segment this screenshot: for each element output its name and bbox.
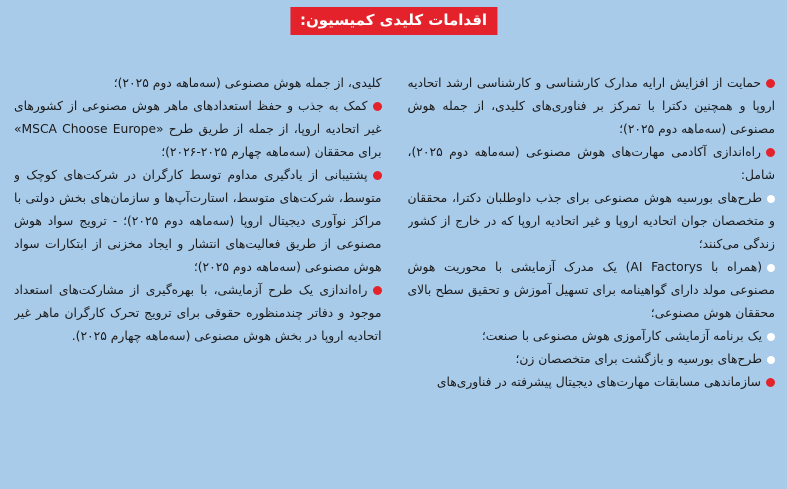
list-item bbox=[14, 279, 382, 348]
list-item-text: کمک به جذب و حفظ استعدادهای ماهر هوش مصنوعی از کشورهای غیر اتحادیه اروپا، از جمله از طریق طرح «MSCA Choose Europe» برای محققان (سه‌ماهه چهارم ۲۰۲۵-۲۰۲۶)؛ bbox=[14, 99, 382, 159]
red-bullet-icon bbox=[373, 286, 382, 295]
sub-list-item-text: یک برنامه آزمایشی کارآموزی هوش مصنوعی با صنعت؛ bbox=[481, 329, 762, 343]
sub-list-item-text: (همراه با AI Factorys) یک مدرک آزمایشی با محوریت هوش مصنوعی مولد دارای گواهینامه برای تسهیل آموزش و تحقیق سطح بالای محققان هوش مصنوعی؛ bbox=[407, 260, 775, 320]
red-bullet-icon bbox=[373, 171, 382, 180]
list-item-continuation bbox=[14, 72, 382, 95]
sub-list-item bbox=[408, 256, 776, 325]
list-item bbox=[14, 164, 382, 279]
sub-list-item bbox=[408, 187, 776, 256]
sub-list-item-text: طرح‌های بورسیه و بازگشت برای متخصصان زن؛ bbox=[515, 352, 762, 366]
list-item bbox=[408, 141, 776, 187]
list-item-text: پشتیبانی از یادگیری مداوم توسط کارگران در شرکت‌های کوچک و متوسط، شرکت‌های متوسط، استارت‌آپ‌ها و سازمان‌های بخش دولتی با مراکز نوآوری دیجیتال اروپا (سه‌ماهه دوم ۲۰۲۵)؛ - ترویج سواد هوش مصنوعی از طریق فعالیت‌های انتشار و ایجاد مخزنی از ابتکارات سواد هوش مصنوعی (سه‌ماهه دوم ۲۰۲۵)؛ bbox=[14, 168, 382, 274]
red-bullet-icon bbox=[373, 102, 382, 111]
red-bullet-icon bbox=[766, 79, 775, 88]
right-column bbox=[408, 72, 776, 489]
red-bullet-icon bbox=[766, 378, 775, 387]
sub-list-item-text: طرح‌های بورسیه هوش مصنوعی برای جذب داوطلبان دکترا، محققان و متخصصان جوان اتحادیه اروپا و غیر اتحادیه اروپا که در خارج از کشور زندگی می‌کنند؛ bbox=[407, 191, 775, 251]
list-item-text: راه‌اندازی یک طرح آزمایشی، با بهره‌گیری از مشارکت‌های استعداد موجود و دفاتر چندمنظوره حقوقی برای ترویج تحرک کارگران ماهر غیر اتحادیه اروپا در بخش هوش مصنوعی (سه‌ماهه چهارم ۲۰۲۵). bbox=[14, 283, 382, 343]
list-item bbox=[408, 371, 776, 394]
page-title: اقدامات کلیدی کمیسیون: bbox=[290, 7, 497, 35]
list-item-text: حمایت از افزایش ارایه مدارک کارشناسی و کارشناسی ارشد اتحادیه اروپا و همچنین دکترا با تمرکز بر فناوری‌های کلیدی، از جمله هوش مصنوعی (سه‌ماهه دوم ۲۰۲۵)؛ bbox=[407, 76, 775, 136]
content-columns bbox=[14, 72, 775, 489]
white-bullet-icon bbox=[767, 195, 775, 203]
list-item-text: سازماندهی مسابقات مهارت‌های دیجیتال پیشرفته در فناوری‌های bbox=[436, 375, 761, 389]
list-item bbox=[14, 95, 382, 164]
white-bullet-icon bbox=[767, 333, 775, 341]
list-item-text: کلیدی، از جمله هوش مصنوعی (سه‌ماهه دوم ۲۰۲۵)؛ bbox=[113, 76, 382, 90]
left-column bbox=[14, 72, 382, 489]
list-item bbox=[408, 72, 776, 141]
red-bullet-icon bbox=[766, 148, 775, 157]
white-bullet-icon bbox=[767, 356, 775, 364]
white-bullet-icon bbox=[767, 264, 775, 272]
sub-list-item bbox=[408, 325, 776, 348]
sub-list-item bbox=[408, 348, 776, 371]
list-item-text: راه‌اندازی آکادمی مهارت‌های هوش مصنوعی (سه‌ماهه دوم ۲۰۲۵)، شامل: bbox=[407, 145, 775, 182]
